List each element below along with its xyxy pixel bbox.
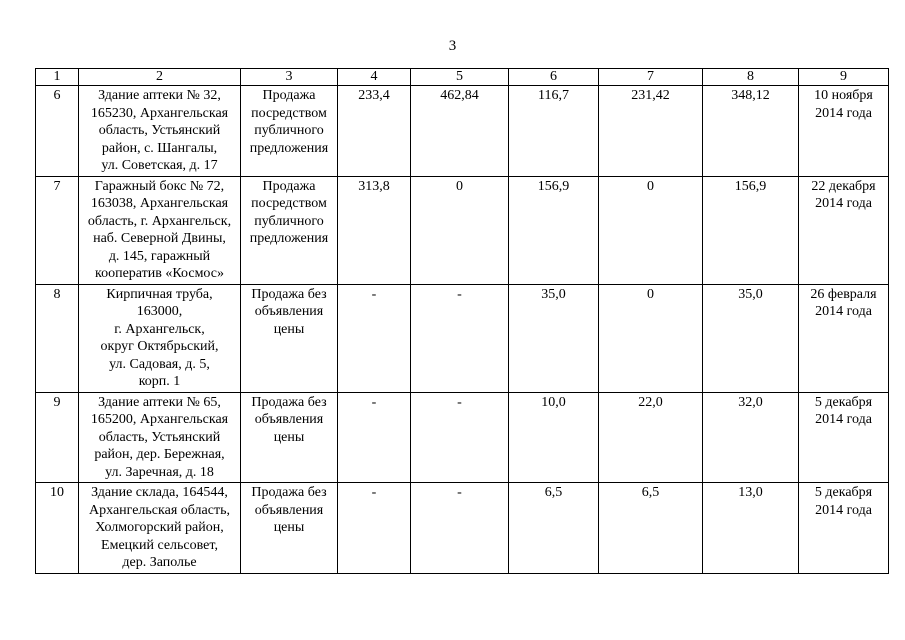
value-cell-5: - (411, 483, 509, 574)
object-name-cell-line: Емецкий сельсовет, (101, 537, 218, 553)
sale-method-cell-line: Продажа без (251, 485, 327, 500)
header-cell: 2 (79, 69, 241, 86)
object-name-cell-line: округ Октябрьский, (100, 339, 219, 354)
object-name-cell-line: Здание аптеки № 65, (98, 394, 221, 410)
value-cell-5: - (411, 284, 509, 392)
header-cell: 4 (338, 69, 411, 86)
value-cell-7: 231,42 (599, 86, 703, 177)
header-row (36, 69, 889, 86)
table-row (36, 86, 889, 177)
value-cell-4: 313,8 (338, 176, 411, 284)
sale-method-cell-line: Продажа (262, 88, 316, 103)
value-cell-4: 233,4 (338, 86, 411, 177)
value-cell-7: 22,0 (599, 392, 703, 483)
value-cell-4: - (338, 392, 411, 483)
header-cell: 6 (509, 69, 599, 86)
sale-date-cell-line: 2014 года (815, 502, 872, 518)
row-number-cell: 6 (36, 86, 79, 177)
sale-date-cell (799, 86, 889, 177)
object-name-cell-line: область, Устьянский (98, 429, 221, 445)
object-name-cell (79, 284, 241, 392)
value-cell-7: 0 (599, 284, 703, 392)
header-cell: 1 (36, 69, 79, 86)
object-name-cell-line: дер. Заполье (122, 555, 197, 570)
sale-date-cell (799, 284, 889, 392)
header-cell: 7 (599, 69, 703, 86)
sale-method-cell (241, 483, 338, 574)
object-name-cell (79, 176, 241, 284)
object-name-cell-line: г. Архангельск, (114, 321, 205, 337)
value-cell-6: 10,0 (509, 392, 599, 483)
object-name-cell-line: корп. 1 (138, 374, 181, 389)
table-row (36, 483, 889, 574)
object-name-cell-line: район, дер. Бережная, (94, 447, 225, 462)
object-name-cell (79, 86, 241, 177)
value-cell-8: 348,12 (703, 86, 799, 177)
sale-method-cell-line: объявления (254, 412, 324, 427)
sale-method-cell-line: посредством (251, 105, 327, 121)
sale-method-cell-line: объявления (254, 304, 324, 319)
sale-method-cell (241, 176, 338, 284)
object-name-cell (79, 483, 241, 574)
value-cell-7: 6,5 (599, 483, 703, 574)
table-body (36, 86, 889, 574)
value-cell-5: 0 (411, 176, 509, 284)
value-cell-5: - (411, 392, 509, 483)
sale-method-cell (241, 392, 338, 483)
sale-date-cell-line: 2014 года (815, 196, 872, 211)
sale-date-cell-line: 5 декабря (814, 485, 873, 500)
sale-method-cell-line: публичного (254, 123, 324, 138)
row-number-cell: 10 (36, 483, 79, 574)
sale-method-cell-line: Продажа без (251, 394, 327, 410)
object-name-cell-line: кооператив «Космос» (95, 266, 224, 281)
sale-date-cell-line: 22 декабря (811, 178, 876, 194)
object-name-cell-line: район, с. Шангалы, (101, 140, 218, 156)
sale-date-cell (799, 483, 889, 574)
value-cell-4: - (338, 483, 411, 574)
object-name-cell-line: Здание склада, 164544, (91, 485, 228, 500)
object-name-cell-line: Холмогорский район, (95, 520, 224, 535)
sale-date-cell-line: 10 ноября (814, 88, 873, 103)
sale-date-cell-line: 26 февраля (810, 286, 877, 302)
header-cell: 5 (411, 69, 509, 86)
object-name-cell-line: область, г. Архангельск, (87, 213, 232, 229)
sale-date-cell-line: 2014 года (815, 412, 872, 427)
page-number: 3 (448, 38, 457, 54)
sale-date-cell-line: 2014 года (815, 105, 872, 121)
sale-method-cell (241, 86, 338, 177)
sale-method-cell-line: объявления (254, 502, 324, 518)
object-name-cell-line: Гаражный бокс № 72, (94, 178, 225, 194)
table-row (36, 284, 889, 392)
row-number-cell: 9 (36, 392, 79, 483)
property-table (35, 68, 889, 574)
value-cell-6: 35,0 (509, 284, 599, 392)
value-cell-6: 6,5 (509, 483, 599, 574)
value-cell-8: 35,0 (703, 284, 799, 392)
header-cell: 3 (241, 69, 338, 86)
header-cell: 8 (703, 69, 799, 86)
object-name-cell-line: ул. Садовая, д. 5, (109, 356, 210, 372)
sale-method-cell (241, 284, 338, 392)
sale-method-cell-line: посредством (251, 196, 327, 211)
sale-method-cell-line: предложения (249, 140, 329, 156)
sale-date-cell-line: 5 декабря (814, 394, 873, 410)
object-name-cell-line: Кирпичная труба, (106, 286, 213, 302)
value-cell-8: 32,0 (703, 392, 799, 483)
header-cell: 9 (799, 69, 889, 86)
object-name-cell-line: ул. Советская, д. 17 (101, 158, 218, 173)
value-cell-8: 13,0 (703, 483, 799, 574)
row-number-cell: 7 (36, 176, 79, 284)
sale-method-cell-line: предложения (249, 231, 329, 246)
value-cell-6: 156,9 (509, 176, 599, 284)
sale-method-cell-line: цены (273, 520, 305, 535)
sale-method-cell-line: цены (273, 429, 305, 445)
sale-method-cell-line: Продажа (262, 178, 316, 194)
object-name-cell-line: 163000, (136, 304, 183, 319)
object-name-cell-line: Здание аптеки № 32, (98, 88, 221, 103)
object-name-cell-line: ул. Заречная, д. 18 (105, 464, 214, 480)
value-cell-5: 462,84 (411, 86, 509, 177)
object-name-cell (79, 392, 241, 483)
table-row (36, 176, 889, 284)
object-name-cell-line: 165200, Архангельская (90, 412, 229, 427)
value-cell-6: 116,7 (509, 86, 599, 177)
value-cell-7: 0 (599, 176, 703, 284)
value-cell-8: 156,9 (703, 176, 799, 284)
sale-method-cell-line: цены (273, 321, 305, 337)
object-name-cell-line: область, Устьянский (98, 123, 221, 138)
sale-date-cell-line: 2014 года (815, 304, 872, 319)
sale-method-cell-line: Продажа без (251, 286, 327, 302)
object-name-cell-line: д. 145, гаражный (108, 248, 211, 264)
table-row (36, 392, 889, 483)
object-name-cell-line: 163038, Архангельская (90, 196, 229, 211)
object-name-cell-line: наб. Северной Двины, (93, 231, 226, 246)
sale-date-cell (799, 392, 889, 483)
object-name-cell-line: 165230, Архангельская (90, 105, 229, 121)
object-name-cell-line: Архангельская область, (89, 502, 230, 518)
sale-method-cell-line: публичного (254, 213, 324, 229)
row-number-cell: 8 (36, 284, 79, 392)
sale-date-cell (799, 176, 889, 284)
value-cell-4: - (338, 284, 411, 392)
